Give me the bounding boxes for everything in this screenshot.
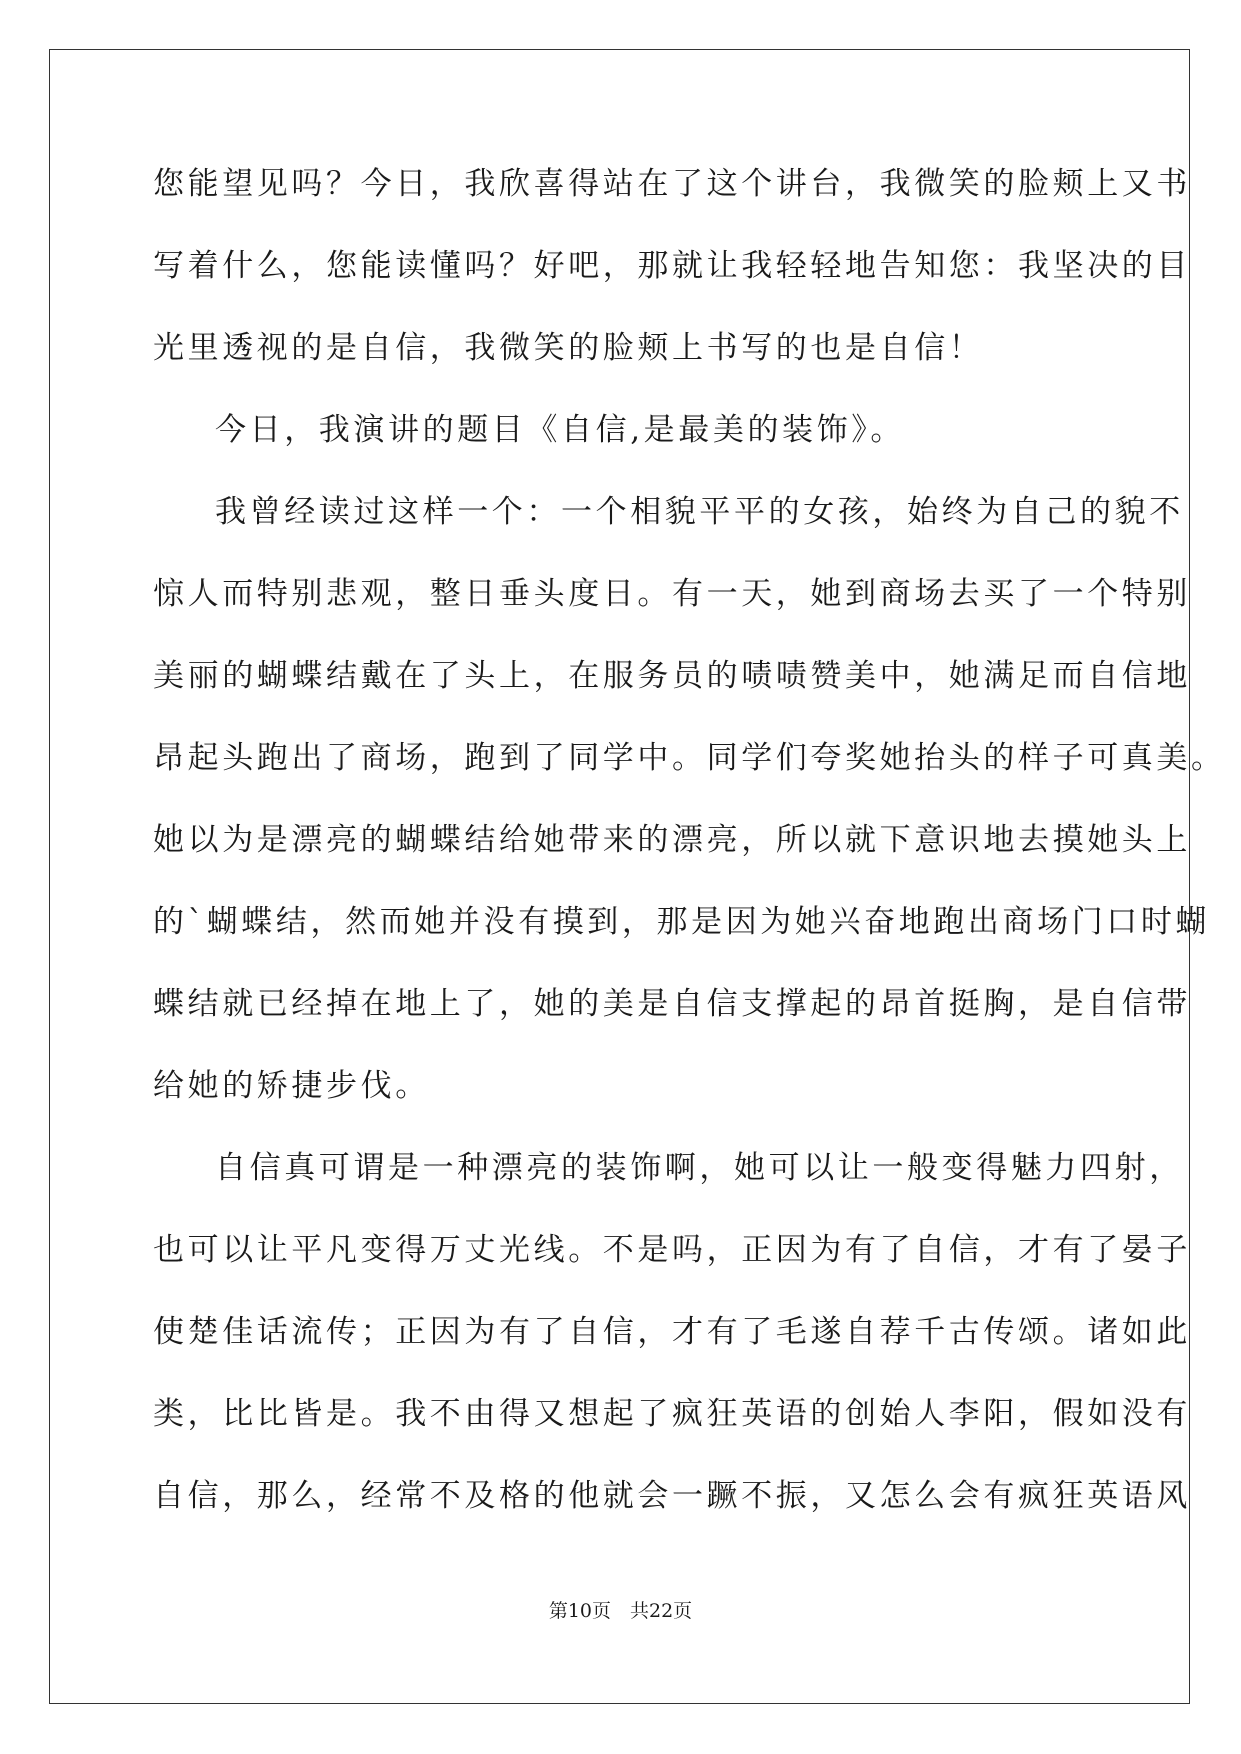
- text-line: 惊人而特别悲观，整日垂头度日。有一天，她到商场去买了一个特别: [153, 576, 1191, 612]
- text-line: 自信，那么，经常不及格的他就会一蹶不振，又怎么会有疯狂英语风: [153, 1478, 1191, 1514]
- text-line: 光里透视的是自信，我微笑的脸颊上书写的也是自信！: [153, 330, 984, 366]
- text-line: 自信真可谓是一种漂亮的装饰啊，她可以让一般变得魅力四射，: [215, 1150, 1184, 1186]
- text-line: 我曾经读过这样一个：一个相貌平平的女孩，始终为自己的貌不: [215, 494, 1184, 530]
- text-line: 美丽的蝴蝶结戴在了头上，在服务员的啧啧赞美中，她满足而自信地: [153, 658, 1191, 694]
- text-line: 写着什么，您能读懂吗？好吧，那就让我轻轻地告知您：我坚决的目: [153, 248, 1191, 284]
- text-line: 昂起头跑出了商场，跑到了同学中。同学们夸奖她抬头的样子可真美。: [153, 740, 1226, 776]
- text-line: 使楚佳话流传；正因为有了自信，才有了毛遂自荐千古传颂。诸如此: [153, 1314, 1191, 1350]
- text-line: 的`蝴蝶结，然而她并没有摸到，那是因为她兴奋地跑出商场门口时蝴: [153, 904, 1211, 940]
- text-line: 蝶结就已经掉在地上了，她的美是自信支撑起的昂首挺胸，是自信带: [153, 986, 1191, 1022]
- page-number-footer: 第10页 共22页: [548, 1600, 693, 1622]
- text-line: 今日，我演讲的题目《自信,是最美的装饰》。: [215, 412, 905, 448]
- text-line: 也可以让平凡变得万丈光线。不是吗，正因为有了自信，才有了晏子: [153, 1232, 1191, 1268]
- document-body: [153, 158, 1226, 1552]
- text-line: 她以为是漂亮的蝴蝶结给她带来的漂亮，所以就下意识地去摸她头上: [153, 822, 1191, 858]
- text-line: 您能望见吗？今日，我欣喜得站在了这个讲台，我微笑的脸颊上又书: [153, 166, 1191, 202]
- text-line: 类，比比皆是。我不由得又想起了疯狂英语的创始人李阳，假如没有: [153, 1396, 1191, 1432]
- text-line: 给她的矫捷步伐。: [153, 1068, 430, 1104]
